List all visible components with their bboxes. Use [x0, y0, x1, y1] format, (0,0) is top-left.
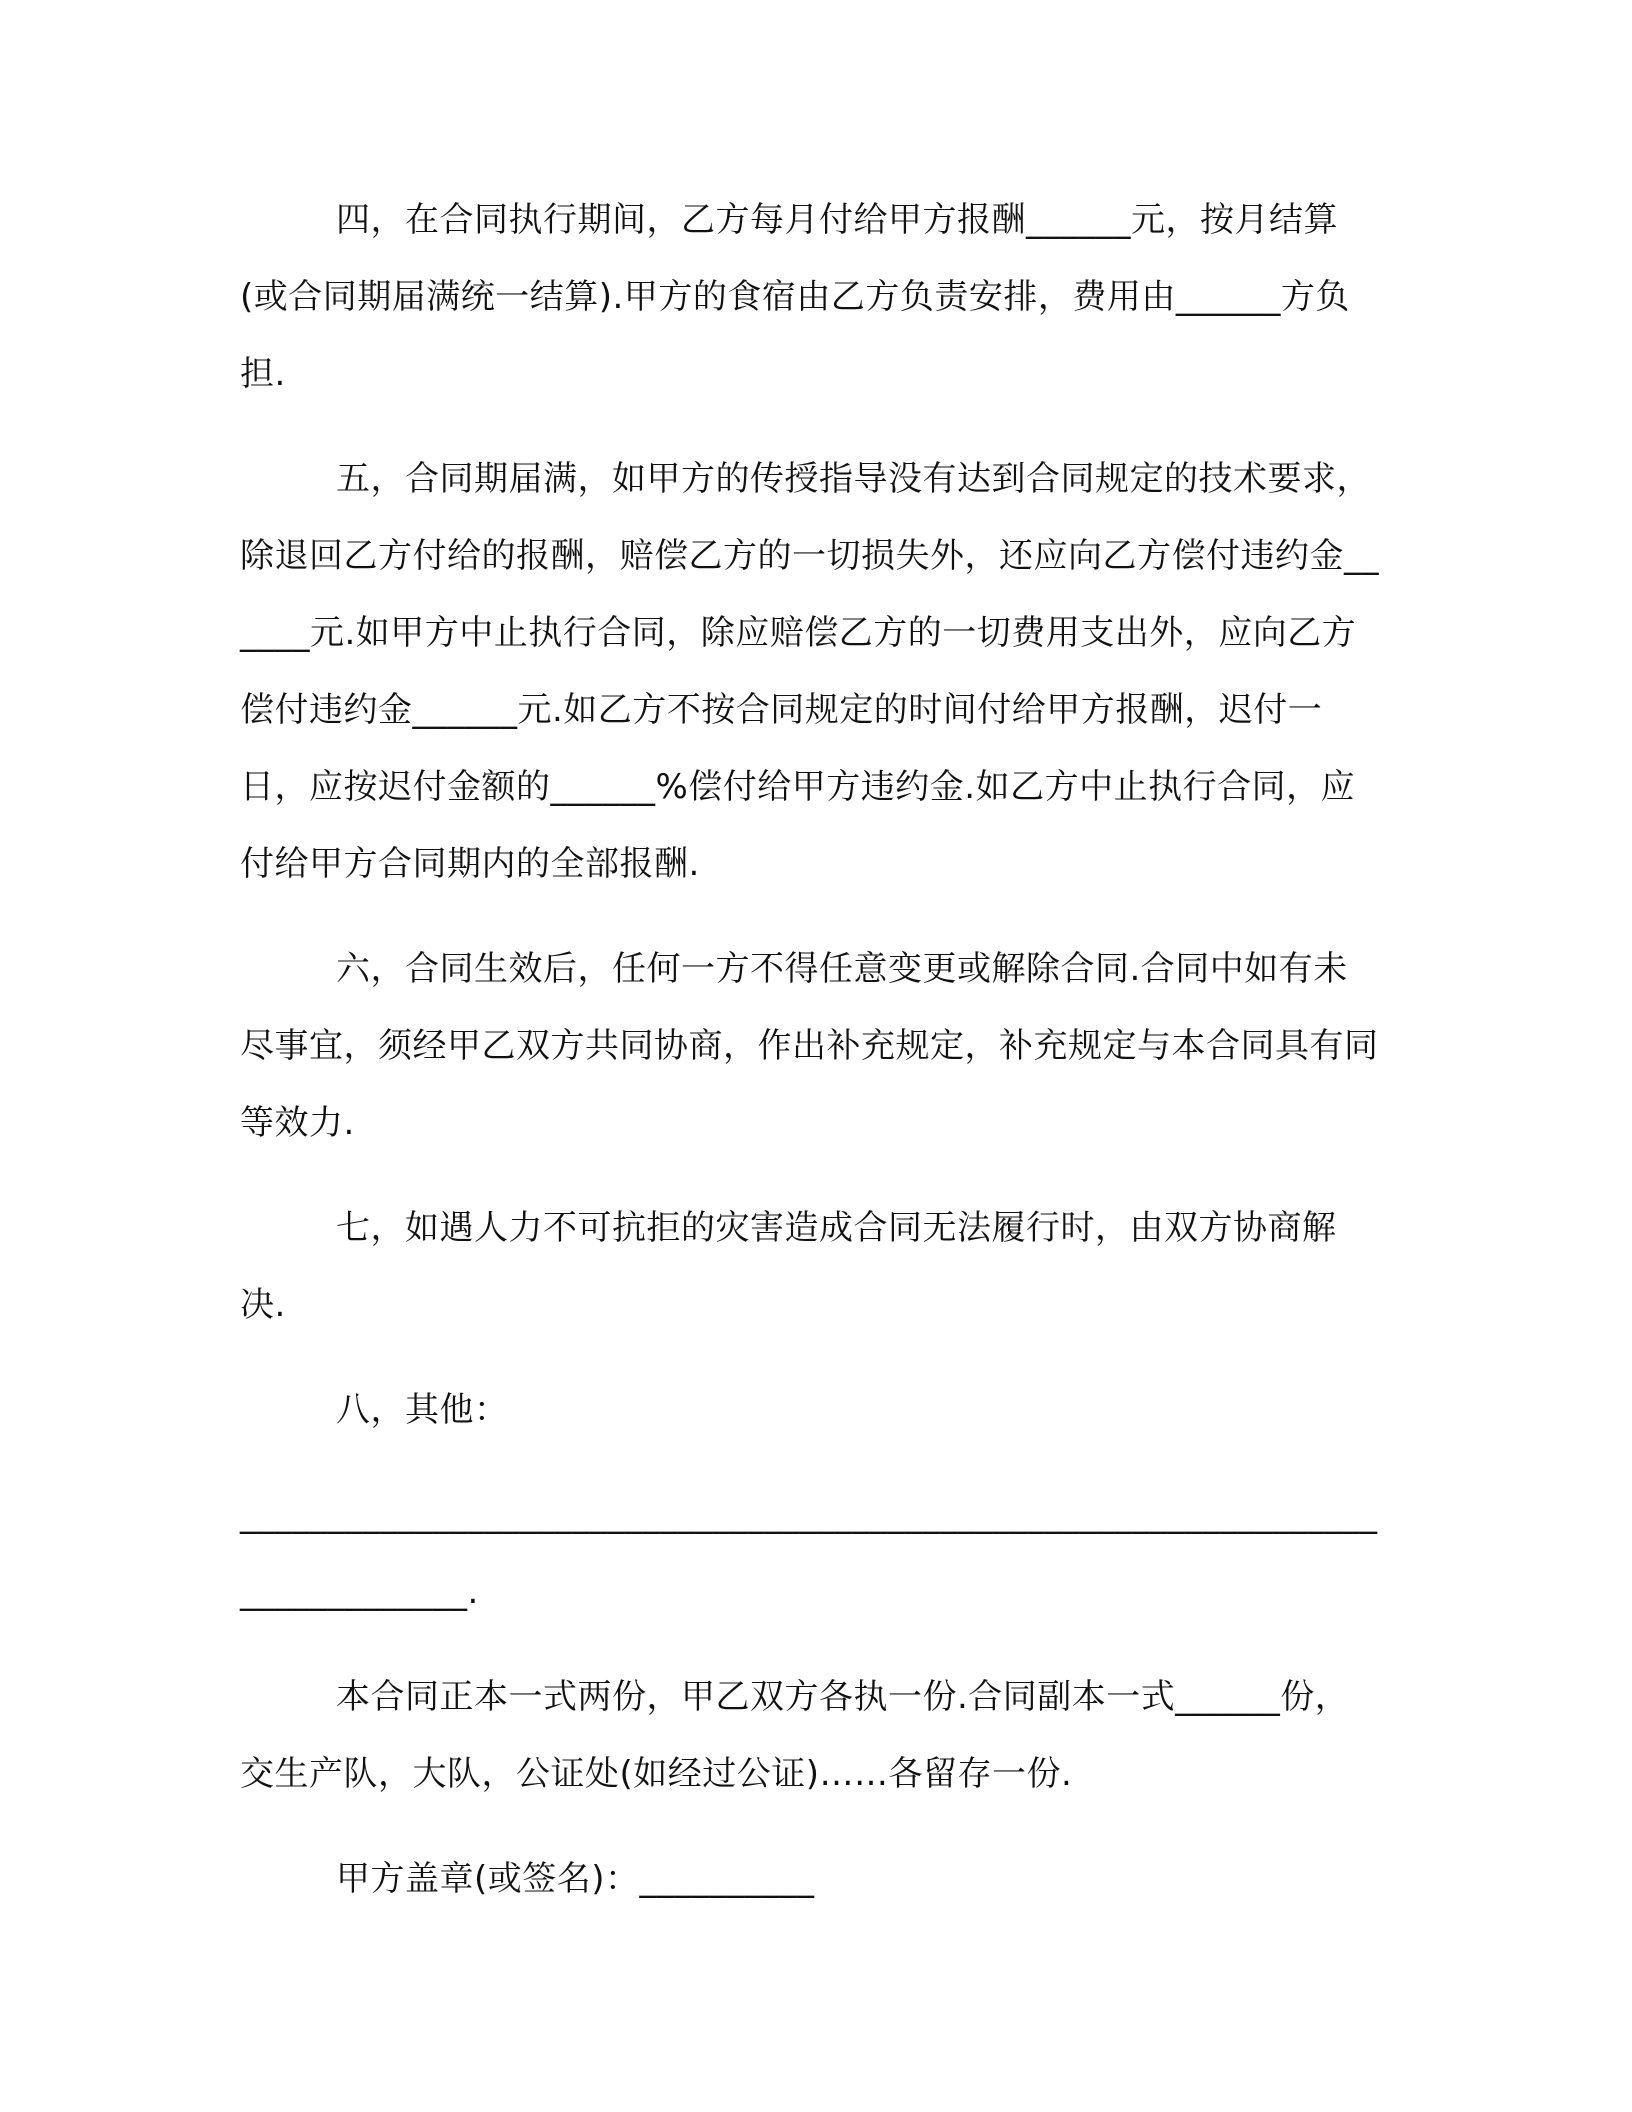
copies-paragraph: 本合同正本一式两份，甲乙双方各执一份.合同副本一式______份，交生产队，大队，公证处(如经过公证)……各留存一份. — [240, 1677, 1350, 1794]
clause-8-blank-line: ______________________________________________________________________________. — [240, 1495, 1378, 1612]
clause-4-paragraph: 四，在合同执行期间，乙方每月付给甲方报酬______元，按月结算(或合同期届满统一结算).甲方的食宿由乙方负责安排，费用由______方负担. — [240, 200, 1350, 394]
party-a-signature-line: 甲方盖章(或签名)：__________ — [336, 1859, 815, 1899]
clause-7-paragraph: 七，如遇人力不可抗拒的灾害造成合同无法履行时，由双方协商解决. — [240, 1208, 1337, 1325]
contract-body — [240, 182, 1380, 1918]
clause-8-paragraph: 八，其他： — [336, 1390, 509, 1430]
clause-6-paragraph: 六，合同生效后，任何一方不得任意变更或解除合同.合同中如有未尽事宜，须经甲乙双方共同协商，作出补充规定，补充规定与本合同具有同等效力. — [240, 949, 1379, 1143]
clause-5-paragraph: 五，合同期届满，如甲方的传授指导没有达到合同规定的技术要求，除退回乙方付给的报酬，赔偿乙方的一切损失外，还应向乙方偿付违约金______元.如甲方中止执行合同，除应赔偿乙方的一切费用支出外，应向乙方偿付违约金______元.如乙方不按合同规定的时间付给甲方报酬，迟付一日，应按迟付金额的______%偿付给甲方违约金.如乙方中止执行合同，应付给甲方合同期内的全部报酬. — [240, 459, 1379, 884]
